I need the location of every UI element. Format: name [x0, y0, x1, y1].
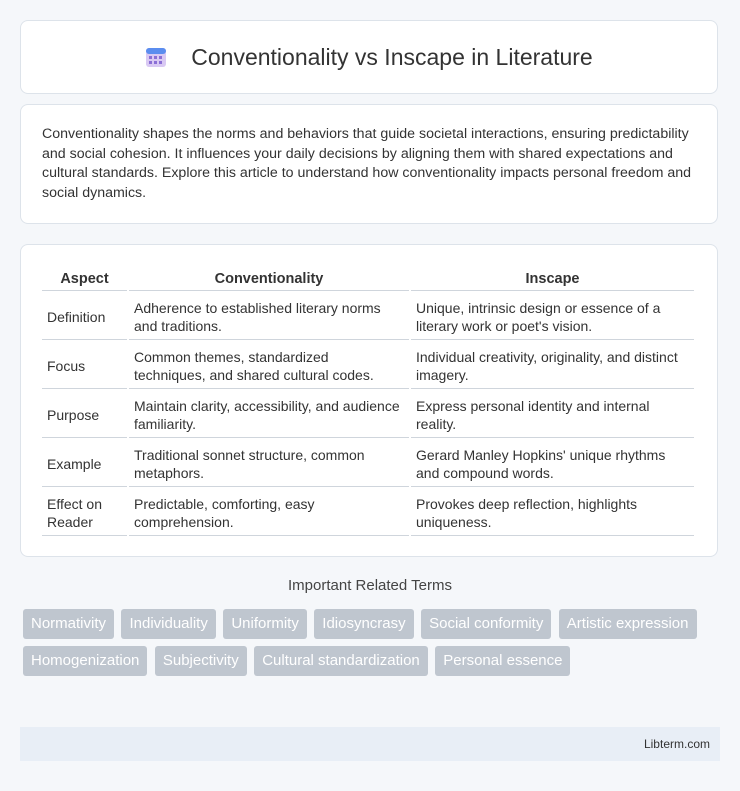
- table-cell: Purpose: [42, 391, 127, 438]
- column-header-aspect: Aspect: [42, 267, 127, 291]
- table-row: [42, 391, 694, 438]
- table-cell: Focus: [42, 342, 127, 389]
- table-cell: Gerard Manley Hopkins' unique rhythms and compound words.: [411, 440, 694, 487]
- column-header-inscape: Inscape: [411, 267, 694, 291]
- table-cell: Predictable, comforting, easy comprehension.: [129, 489, 409, 536]
- table-row: [42, 293, 694, 340]
- table-row: [42, 440, 694, 487]
- calendar-icon: [145, 46, 167, 68]
- table-cell: Express personal identity and internal reality.: [411, 391, 694, 438]
- tag-idiosyncrasy[interactable]: Idiosyncrasy: [314, 609, 413, 639]
- table-cell: Effect on Reader: [42, 489, 127, 536]
- table-row: [42, 489, 694, 536]
- related-terms-title: Important Related Terms: [288, 577, 452, 594]
- table-cell: Example: [42, 440, 127, 487]
- table-row: [42, 342, 694, 389]
- table-cell: Adherence to established literary norms and traditions.: [129, 293, 409, 340]
- tag-individuality[interactable]: Individuality: [121, 609, 215, 639]
- page-title: Conventionality vs Inscape in Literature: [191, 43, 593, 70]
- column-header-conventionality: Conventionality: [129, 267, 409, 291]
- table-cell: Provokes deep reflection, highlights uniqueness.: [411, 489, 694, 536]
- tag-uniformity[interactable]: Uniformity: [223, 609, 307, 639]
- table-cell: Definition: [42, 293, 127, 340]
- tag-cultural-standardization[interactable]: Cultural standardization: [254, 646, 428, 676]
- footer-site-link[interactable]: Libterm.com: [643, 737, 710, 751]
- tag-artistic-expression[interactable]: Artistic expression: [559, 609, 697, 639]
- comparison-card: [20, 244, 718, 557]
- footer: [20, 727, 720, 761]
- tag-subjectivity[interactable]: Subjectivity: [155, 646, 247, 676]
- intro-text: Conventionality shapes the norms and behaviors that guide societal interactions, ensuring predictability and social cohesion. It influences your daily decisions by aligning them with shared expectations and cultural standards. Explore this article to understand how conventionality impacts personal freedom and social dynamics.: [42, 126, 692, 201]
- header-card: [20, 20, 718, 94]
- table-header-row: [42, 267, 694, 291]
- tag-personal-essence[interactable]: Personal essence: [435, 646, 570, 676]
- table-cell: Traditional sonnet structure, common metaphors.: [129, 440, 409, 487]
- tag-homogenization[interactable]: Homogenization: [23, 646, 147, 676]
- tag-social-conformity[interactable]: Social conformity: [421, 609, 551, 639]
- table-cell: Individual creativity, originality, and distinct imagery.: [411, 342, 694, 389]
- related-terms-list: [23, 609, 723, 683]
- table-cell: Common themes, standardized techniques, and shared cultural codes.: [129, 342, 409, 389]
- intro-card: [20, 104, 718, 224]
- table-cell: Unique, intrinsic design or essence of a literary work or poet's vision.: [411, 293, 694, 340]
- tag-normativity[interactable]: Normativity: [23, 609, 114, 639]
- table-cell: Maintain clarity, accessibility, and audience familiarity.: [129, 391, 409, 438]
- comparison-table: [40, 265, 696, 538]
